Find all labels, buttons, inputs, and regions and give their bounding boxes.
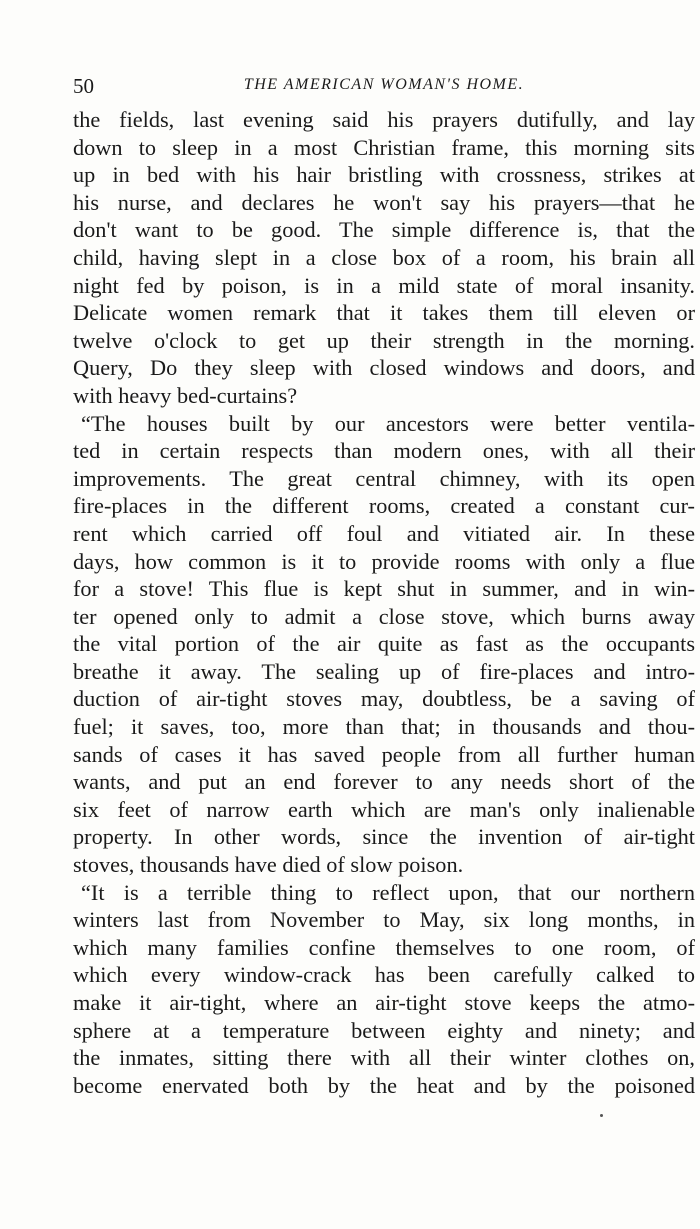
text-line: which many families confine themselves to one room, of <box>73 934 695 960</box>
text-line: property. In other words, since the invention of air-tight <box>73 824 695 850</box>
text-line: Delicate women remark that it takes them till eleven or <box>73 300 695 326</box>
text-line: “The houses built by our ancestors were better ventila- <box>81 410 695 436</box>
text-line: stoves, thousands have died of slow poison. <box>73 852 464 878</box>
text-line: don't want to be good. The simple difference is, that the <box>73 217 695 243</box>
text-line: which every window-crack has been carefully calked to <box>73 962 695 988</box>
text-line: rent which carried off foul and vitiated air. In these <box>73 520 695 546</box>
text-line: for a stove! This flue is kept shut in summer, and in win- <box>73 576 695 602</box>
text-line: duction of air-tight stoves may, doubtless, be a saving of <box>73 686 695 712</box>
text-line: with heavy bed-curtains? <box>73 382 298 408</box>
text-line: days, how common is it to provide rooms with only a flue <box>73 548 695 574</box>
text-line: down to sleep in a most Christian frame, this morning sits <box>73 134 695 160</box>
text-line: ter opened only to admit a close stove, which burns away <box>73 603 695 629</box>
text-line: the inmates, sitting there with all their winter clothes on, <box>73 1045 695 1071</box>
text-line: wants, and put an end forever to any needs short of the <box>73 769 695 795</box>
text-line: breathe it away. The sealing up of fire-places and intro- <box>73 658 695 684</box>
text-line: ted in certain respects than modern ones, with all their <box>73 438 695 464</box>
text-line: twelve o'clock to get up their strength in the morning. <box>73 327 695 353</box>
text-line: sphere at a temperature between eighty and ninety; and <box>73 1017 695 1043</box>
text-line: up in bed with his hair bristling with crossness, strikes at <box>73 162 695 188</box>
text-line: the vital portion of the air quite as fast as the occupants <box>73 631 695 657</box>
text-line: six feet of narrow earth which are man's only inalienable <box>73 796 695 822</box>
text-line: his nurse, and declares he won't say his prayers—that he <box>73 189 695 215</box>
text-line: “It is a terrible thing to reflect upon, that our northern <box>81 879 695 905</box>
text-line: improvements. The great central chimney, with its open <box>73 465 695 491</box>
text-line: the fields, last evening said his prayers dutifully, and lay <box>73 107 695 132</box>
text-line: Query, Do they sleep with closed windows and doors, and <box>73 355 695 381</box>
text-line: become enervated both by the heat and by the poisoned <box>73 1072 695 1098</box>
text-line: make it air-tight, where an air-tight stove keeps the atmo- <box>73 990 695 1015</box>
running-title: THE AMERICAN WOMAN'S HOME. <box>243 76 525 93</box>
body-text <box>73 106 695 1099</box>
page-header <box>73 74 695 104</box>
text-line: fire-places in the different rooms, created a constant cur- <box>73 493 695 519</box>
text-line: night fed by poison, is in a mild state of moral insanity. <box>73 272 695 298</box>
print-speck <box>600 1114 603 1117</box>
text-line: sands of cases it has saved people from all further human <box>73 741 695 767</box>
text-line: fuel; it saves, too, more than that; in thousands and thou- <box>73 714 695 740</box>
text-line: winters last from November to May, six long months, in <box>73 907 695 933</box>
text-line: child, having slept in a close box of a room, his brain all <box>73 244 695 270</box>
page-number: 50 <box>73 74 94 98</box>
